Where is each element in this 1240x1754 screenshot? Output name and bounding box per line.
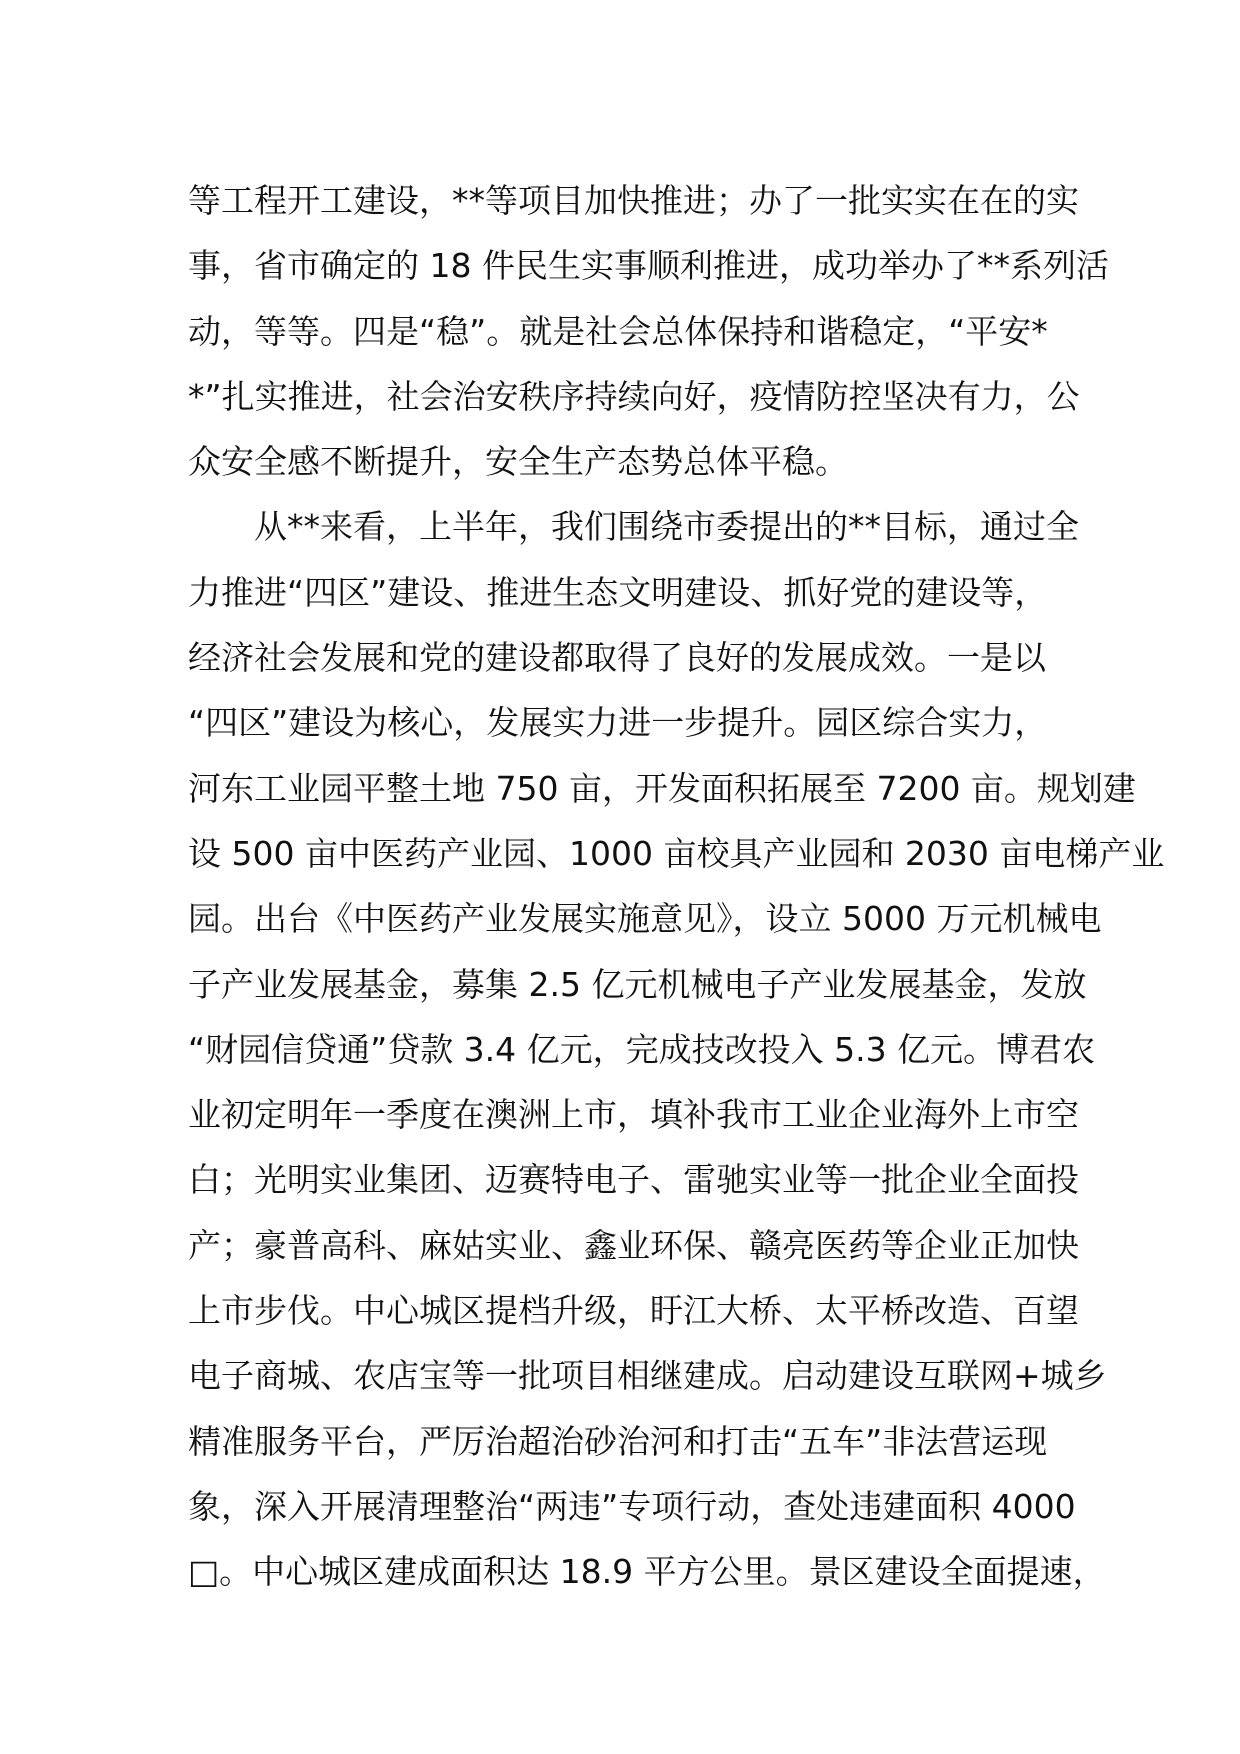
- text-line: 电子商城、农店宝等一批项目相继建成。启动建设互联网+城乡: [188, 1356, 1107, 1396]
- text-line: 众安全感不断提升，安全生产态势总体平稳。: [188, 442, 848, 482]
- text-line: *”扎实推进，社会治安秩序持续向好，疫情防控坚决有力，公: [188, 376, 1080, 416]
- text-line: 象，深入开展清理整治“两违”专项行动，查处违建面积 4000: [188, 1486, 1076, 1526]
- text-line: “财园信贷通”贷款 3.4 亿元，完成技改投入 5.3 亿元。博君农: [188, 1029, 1096, 1069]
- text-line: 业初定明年一季度在澳洲上市，填补我市工业企业海外上市空: [188, 1095, 1079, 1135]
- text-line: 河东工业园平整土地 750 亩，开发面积拓展至 7200 亩。规划建: [188, 768, 1136, 808]
- text-line: □。中心城区建成面积达 18.9 平方公里。景区建设全面提速，: [188, 1552, 1106, 1592]
- text-line: 园。出台《中医药产业发展实施意见》，设立 5000 万元机械电: [188, 899, 1102, 939]
- text-line: 精准服务平台，严厉治超治砂治河和打击“五车”非法营运现: [188, 1421, 1048, 1461]
- text-line: 事，省市确定的 18 件民生实事顺利推进，成功举办了**系列活: [188, 246, 1109, 286]
- text-line: “四区”建设为核心，发展实力进一步提升。园区综合实力，: [188, 703, 1048, 743]
- text-line: 白；光明实业集团、迈赛特电子、雷驰实业等一批企业全面投: [188, 1160, 1079, 1200]
- text-line: 子产业发展基金，募集 2.5 亿元机械电子产业发展基金，发放: [188, 964, 1087, 1004]
- body-text: [188, 168, 1165, 1605]
- text-line: 设 500 亩中医药产业园、1000 亩校具产业园和 2030 亩电梯产业: [188, 833, 1165, 873]
- text-line: 上市步伐。中心城区提档升级，盱江大桥、太平桥改造、百望: [188, 1291, 1079, 1331]
- text-line: 等工程开工建设，**等项目加快推进；办了一批实实在在的实: [188, 181, 1079, 220]
- text-line: 产；豪普高科、麻姑实业、鑫业环保、赣亮医药等企业正加快: [188, 1225, 1079, 1265]
- paragraph-start-line: 从**来看，上半年，我们围绕市委提出的**目标，通过全: [254, 507, 1079, 547]
- text-line: 经济社会发展和党的建设都取得了良好的发展成效。一是以: [188, 638, 1046, 678]
- text-line: 力推进“四区”建设、推进生态文明建设、抓好党的建设等，: [188, 572, 1048, 612]
- text-line: 动，等等。四是“稳”。就是社会总体保持和谐稳定，“平安*: [188, 311, 1048, 351]
